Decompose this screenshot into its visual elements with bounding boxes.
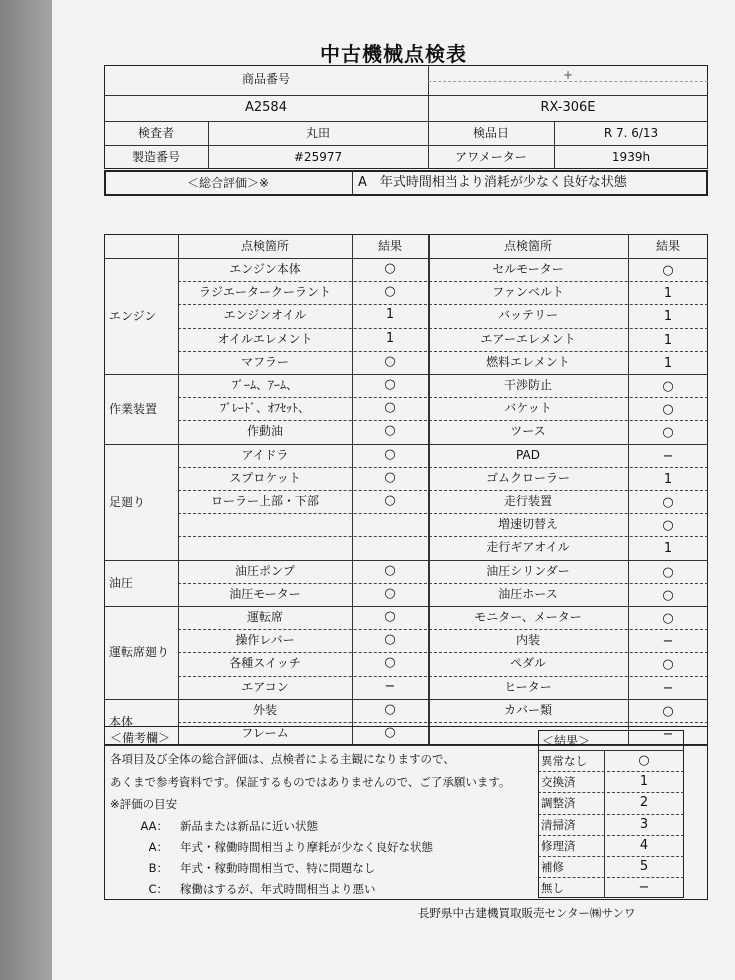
check-item: 操作レバー (235, 633, 295, 648)
document-title: 中古機械点検表 (320, 42, 467, 66)
legend-symbol: 4 (639, 838, 649, 853)
check-item: ゴムクローラー (485, 470, 570, 485)
legend-symbol: ○ (638, 753, 650, 768)
check-result: 1 (663, 355, 673, 371)
check-item: バッテリー (497, 308, 558, 323)
grade-code: A： (148, 840, 168, 854)
header-point-left: 点検箇所 (240, 239, 289, 253)
check-item: スプロケット (229, 470, 301, 485)
category-label: 油圧 (109, 576, 134, 590)
legend-label: 異常なし (541, 754, 587, 768)
check-item: 走行装置 (503, 494, 552, 508)
check-item: エンジンオイル (223, 308, 307, 323)
check-item: マフラー (240, 354, 289, 369)
category-label: 足廻り (109, 495, 146, 509)
footer-company: 長野県中古建機買取販売センター㈱サンワ (418, 906, 636, 920)
category-label: 作業装置 (109, 402, 158, 416)
check-result: ○ (384, 585, 396, 601)
check-item: PAD (516, 447, 540, 462)
check-result: − (662, 727, 674, 742)
check-result: ○ (384, 562, 396, 578)
check-item: 走行ギアオイル (486, 540, 570, 555)
overall-label: ＜総合評価＞※ (186, 176, 270, 190)
check-result: 1 (663, 286, 673, 302)
legend-label: 交換済 (541, 775, 576, 789)
remarks-line-2: あくまで参考資料です。保証するものではありませんので、ご了承願います。 (110, 775, 511, 789)
grade-description: 稼働はするが、年式時間相当より悪い (180, 882, 376, 896)
legend-symbol: − (638, 880, 650, 895)
product-number-value: A2584 (245, 100, 287, 115)
check-item: ローラー上部・下部 (210, 494, 319, 508)
check-result: − (384, 678, 396, 694)
check-result: 1 (663, 541, 673, 557)
inspector-value: 丸田 (305, 126, 330, 140)
check-item: 油圧ポンプ (234, 563, 295, 578)
check-result: ○ (384, 469, 396, 485)
check-item: アイドラ (241, 447, 289, 462)
check-item: カバー類 (503, 702, 552, 717)
check-item: 作動油 (246, 424, 283, 439)
header-point-right: 点検箇所 (503, 239, 552, 253)
check-item: 油圧モーター (229, 586, 301, 601)
check-item: エアーエレメント (480, 331, 576, 346)
check-result: 1 (385, 307, 395, 323)
inspect-date-label: 検品日 (472, 126, 509, 140)
inspect-date-value: R 7. 6/13 (603, 126, 659, 140)
grade-description: 年式・稼働時間相当より摩耗が少なく良好な状態 (180, 840, 433, 854)
legend-label: 補修 (541, 860, 564, 874)
check-item: ペダル (509, 656, 546, 671)
legend-label: 清掃済 (541, 818, 576, 832)
check-result: 1 (663, 309, 673, 325)
category-label: 本体 (109, 715, 134, 729)
check-item: 外装 (252, 702, 277, 717)
product-number-label: 商品番号 (241, 72, 290, 86)
check-result: 1 (385, 330, 395, 346)
check-item: 油圧ホース (498, 586, 558, 601)
check-result: ○ (384, 701, 396, 717)
check-result: ○ (662, 703, 674, 719)
check-result: ○ (384, 353, 396, 369)
background-edge (0, 0, 52, 980)
inspector-label: 検査者 (137, 126, 174, 140)
check-item: 干渉防止 (503, 378, 552, 392)
top-right-mark: + (562, 68, 574, 82)
check-result: ○ (662, 518, 674, 534)
check-item: 各種スイッチ (229, 656, 301, 671)
legend-label: 調整済 (541, 796, 576, 810)
check-item: 運転席 (246, 610, 283, 624)
check-item: エンジン本体 (229, 262, 301, 276)
check-item: ﾌﾞｰﾑ、ｱｰﾑ、 (231, 378, 298, 392)
category-label: 運転席廻り (109, 645, 170, 659)
check-result: ○ (384, 632, 396, 648)
legend-label: 修理済 (541, 839, 576, 853)
guide-title: ※評価の目安 (110, 797, 178, 811)
overall-value: A 年式時間相当より消耗が少なく良好な状態 (358, 175, 627, 190)
category-label: エンジン (109, 309, 157, 323)
check-result: ○ (662, 425, 674, 441)
check-item: ラジエータークーラント (198, 285, 331, 300)
check-item: オイルエレメント (217, 331, 313, 346)
check-item: ヒーター (504, 679, 552, 694)
legend-label: 無し (541, 881, 564, 895)
grade-description: 年式・稼動時間相当で、特に問題なし (180, 861, 376, 875)
check-result: ○ (384, 609, 396, 624)
check-result: ○ (662, 495, 674, 510)
check-result: ○ (662, 263, 674, 278)
check-result: ○ (384, 284, 396, 300)
check-item: モニター、メーター (474, 610, 582, 624)
check-result: ○ (384, 655, 396, 671)
legend-symbol: 2 (639, 795, 649, 810)
check-item: セルモーター (492, 262, 564, 276)
check-result: ○ (662, 402, 674, 418)
check-item: 増速切替え (497, 517, 558, 532)
check-result: ○ (662, 611, 674, 626)
legend-title: ＜結果＞ (542, 734, 591, 748)
check-result: ○ (384, 377, 396, 392)
check-result: ○ (662, 564, 674, 580)
grade-code: C： (148, 882, 168, 896)
check-item: エアコン (241, 679, 289, 694)
legend-symbol: 3 (639, 817, 649, 832)
grade-description: 新品または新品に近い状態 (180, 819, 318, 833)
check-result: ○ (662, 587, 674, 603)
check-result: ○ (384, 493, 396, 508)
check-item: ファンベルト (492, 285, 564, 300)
legend-symbol: 1 (639, 774, 649, 789)
check-item: 内装 (515, 633, 540, 648)
grade-code: B： (148, 861, 168, 875)
check-result: ○ (384, 261, 396, 276)
grade-code: AA： (140, 819, 168, 833)
check-result: 1 (663, 471, 673, 487)
check-result: − (662, 448, 674, 464)
serial-label: 製造番号 (131, 150, 180, 164)
legend-symbol: 5 (639, 859, 649, 874)
header-result-left: 結果 (377, 239, 402, 253)
header-result-right: 結果 (655, 239, 680, 253)
hour-meter-label: アワメーター (455, 150, 527, 164)
remarks-line-1: 各項目及び全体の総合評価は、点検者による主観になりますので、 (110, 752, 455, 766)
check-item: バケット (504, 401, 552, 416)
check-result: − (662, 680, 674, 696)
model-value: RX-306E (540, 100, 596, 115)
check-result: ○ (384, 446, 396, 462)
check-item: 燃料エレメント (486, 354, 570, 369)
check-result: − (662, 634, 674, 650)
check-result: 1 (663, 332, 673, 348)
check-item: ツース (510, 424, 546, 439)
check-result: ○ (662, 379, 674, 394)
remarks-title: ＜備考欄＞ (110, 731, 171, 745)
check-result: ○ (384, 725, 396, 740)
check-result: ○ (662, 657, 674, 673)
serial-value: #25977 (293, 150, 343, 164)
check-item: ﾌﾞﾚｰﾄﾞ、ｵﾌｾｯﾄ、 (219, 401, 310, 416)
check-result: ○ (384, 423, 396, 439)
check-result: ○ (384, 400, 396, 416)
check-item: 油圧シリンダー (486, 563, 570, 578)
check-item: フレーム (241, 726, 289, 740)
hour-meter-value: 1939h (611, 150, 651, 164)
